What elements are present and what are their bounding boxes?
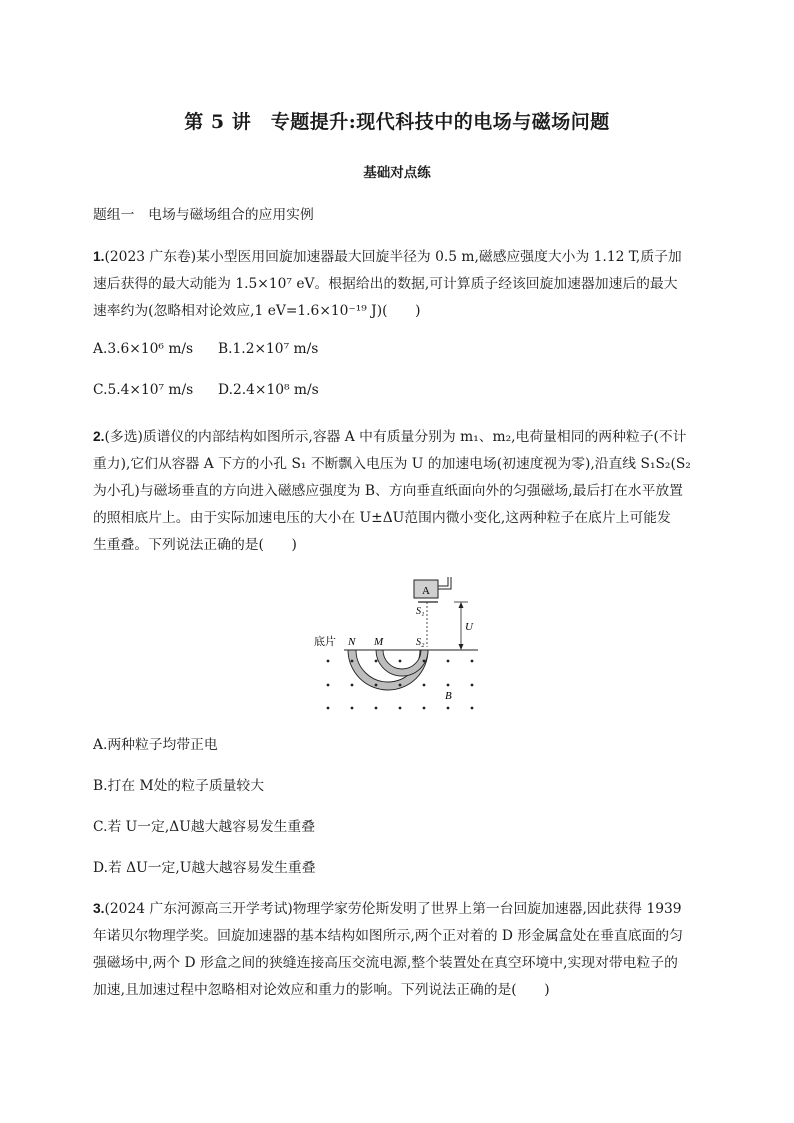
- q1-number: 1.: [93, 249, 105, 264]
- q1-option-b[interactable]: B.1.2×10⁷ m/s: [218, 341, 319, 357]
- q3-line-4: 加速,且加速过程中忽略相对论效应和重力的影响。下列说法正确的是( ): [93, 982, 550, 998]
- q1-options-row-1: [93, 341, 319, 357]
- inlet-pipe: [438, 577, 451, 589]
- q3-line-1: [93, 897, 682, 917]
- u-arrow-head-up: [459, 602, 464, 608]
- film-label: 底片: [314, 635, 336, 648]
- q2-line-1: [93, 425, 686, 445]
- mass-spectrometer-figure: [312, 575, 488, 715]
- q1-options-row-2: [93, 382, 319, 398]
- q1-option-a[interactable]: A.3.6×10⁶ m/s: [93, 341, 194, 357]
- q3-text-1: (2024 广东河源高三开学考试)物理学家劳伦斯发明了世界上第一台回旋加速器,因此获得 1939: [104, 901, 682, 917]
- q2-line-4: 的照相底片上。由于实际加速电压的大小在 U±ΔU范围内微小变化,这两种粒子在底片上可能发: [93, 510, 671, 526]
- u-arrow-head-down: [459, 644, 464, 650]
- q3-line-3: 强磁场中,两个 D 形盒之间的狭缝连接高压交流电源,整个装置处在真空环境中,实现对带电粒子的: [93, 955, 678, 971]
- q1-line-3: 速率约为(忽略相对论效应,1 eV=1.6×10⁻¹⁹ J)( ): [93, 303, 421, 319]
- q2-text-1: (多选)质谱仪的内部结构如图所示,容器 A 中有质量分别为 m₁、m₂,电荷量相同的两种粒子(不计: [104, 429, 687, 445]
- q2-line-3: 为小孔)与磁场垂直的方向进入磁感应强度为 B、方向垂直纸面向外的匀强磁场,最后打在水平放置: [93, 483, 683, 499]
- q2-line-2: 重力),它们从容器 A 下方的小孔 S₁ 不断飘入电压为 U 的加速电场(初速度视为零),沿直线 S₁S₂(S₂: [93, 456, 691, 472]
- q2-line-5: 生重叠。下列说法正确的是( ): [93, 537, 297, 553]
- section-heading: 基础对点练: [363, 165, 431, 181]
- q2-option-b[interactable]: B.打在 M处的粒子质量较大: [93, 778, 265, 794]
- page-title: 第 5 讲 专题提升:现代科技中的电场与磁场问题: [184, 111, 610, 133]
- s1-label: S₁: [416, 606, 425, 617]
- b-label: B: [445, 690, 452, 702]
- q2-number: 2.: [93, 429, 105, 444]
- q1-line-1: [93, 245, 682, 265]
- container-a-label: A: [422, 585, 430, 597]
- q1-line-2: 速后获得的最大动能为 1.5×10⁷ eV。根据给出的数据,可计算质子经该回旋加速器加速后的最大: [93, 276, 678, 292]
- q1-option-d[interactable]: D.2.4×10⁸ m/s: [218, 382, 319, 398]
- q2-option-d[interactable]: D.若 ΔU一定,U越大越容易发生重叠: [93, 860, 316, 876]
- m-label: M: [374, 636, 384, 648]
- u-label: U: [465, 621, 473, 633]
- n-label: N: [348, 636, 356, 648]
- q3-line-2: 年诺贝尔物理学奖。回旋加速器的基本结构如图所示,两个正对着的 D 形金属盒处在垂直底面的匀: [93, 928, 683, 944]
- s2-label: S₂: [416, 637, 425, 648]
- q3-number: 3.: [93, 901, 105, 916]
- group-heading: 题组一 电场与磁场组合的应用实例: [93, 207, 314, 223]
- q1-option-c[interactable]: C.5.4×10⁷ m/s: [93, 382, 194, 398]
- q1-text-1: (2023 广东卷)某小型医用回旋加速器最大回旋半径为 0.5 m,磁感应强度大小为 1.12 T,质子加: [104, 249, 682, 265]
- q2-option-a[interactable]: A.两种粒子均带正电: [93, 737, 218, 753]
- q2-option-c[interactable]: C.若 U一定,ΔU越大越容易发生重叠: [93, 819, 316, 835]
